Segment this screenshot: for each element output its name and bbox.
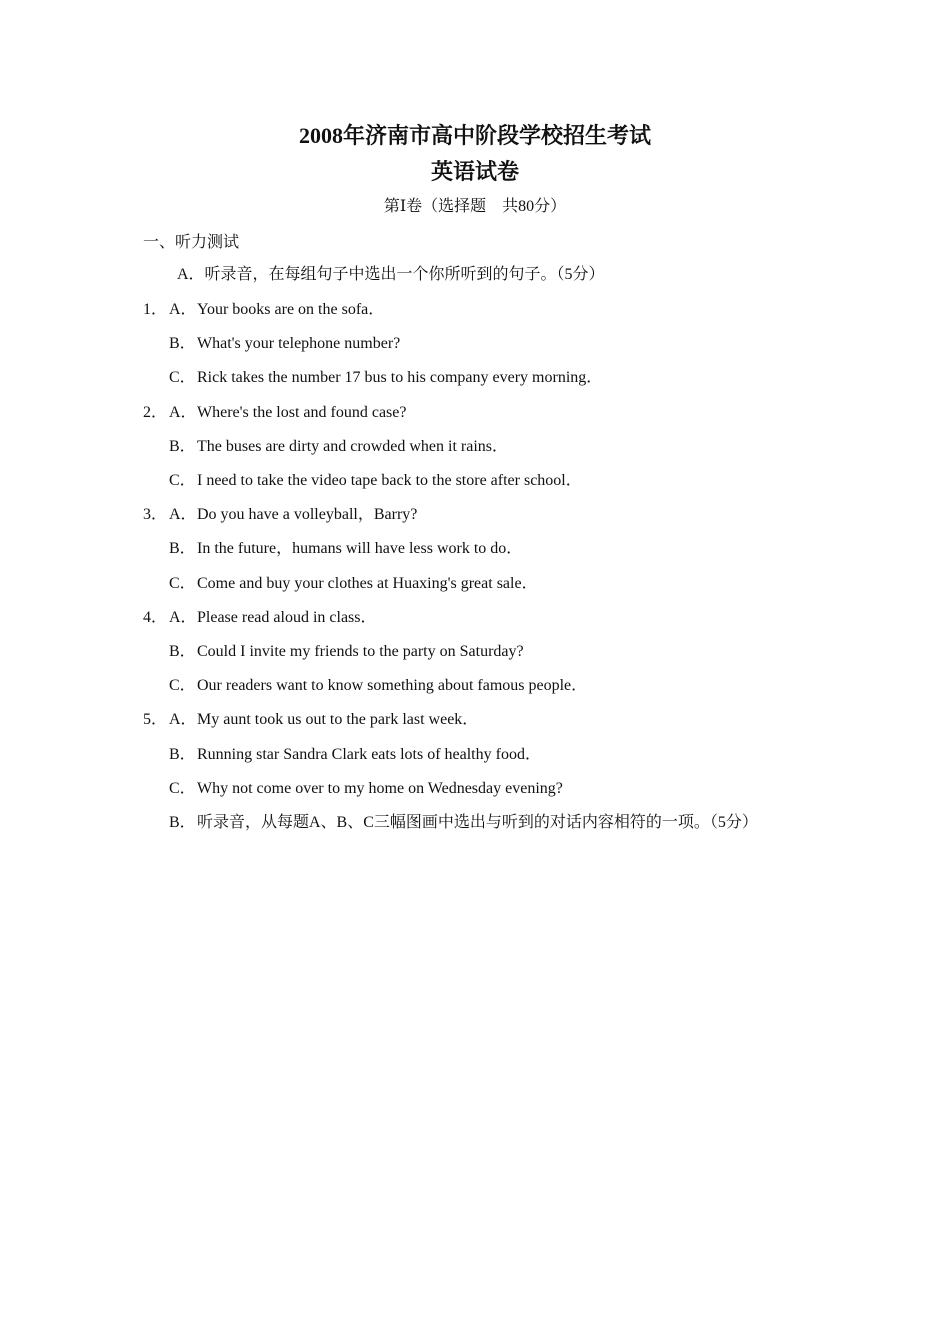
question-number: 4． [143, 609, 168, 626]
option-text: Rick takes the number 17 bus to his company every morning． [197, 369, 603, 386]
option-text: Where's the lost and found case? [197, 404, 407, 421]
option-letter: B． [169, 746, 196, 763]
option-text: Could I invite my friends to the party on Saturday? [197, 643, 524, 660]
option-text: The buses are dirty and crowded when it rains． [197, 438, 509, 455]
option-text: Do you have a volleyball，Barry? [197, 506, 418, 523]
option-letter: C． [169, 575, 196, 592]
exam-title: 2008年济南市高中阶段学校招生考试 [298, 123, 651, 148]
part-a-instruction: A．听录音，在每组句子中选出一个你所听到的句子。（5分） [177, 266, 605, 283]
option-text: In the future，humans will have less work to do． [197, 540, 523, 557]
section-heading-listening: 一、听力测试 [143, 234, 240, 251]
option-letter: B． [169, 335, 196, 352]
part-b-instruction: 听录音，从每题A、B、C三幅图画中选出与听到的对话内容相符的一项。（5分） [197, 814, 758, 831]
option-letter: C． [169, 369, 196, 386]
question-number: 1． [143, 301, 168, 318]
option-text: Why not come over to my home on Wednesday evening? [197, 780, 563, 797]
option-letter: C． [169, 472, 196, 489]
option-text: Our readers want to know something about famous people． [197, 677, 588, 694]
volume-subtitle: 第Ⅰ卷（选择题 共80分） [383, 198, 567, 215]
option-letter: A． [169, 609, 197, 626]
option-text: What's your telephone number? [197, 335, 401, 352]
option-text: My aunt took us out to the park last week． [197, 711, 479, 728]
option-text: Please read aloud in class． [197, 609, 377, 626]
option-letter: A． [169, 301, 197, 318]
question-number: 2． [143, 404, 168, 421]
option-text: Running star Sandra Clark eats lots of healthy food． [197, 746, 541, 763]
exam-subject-title: 英语试卷 [430, 159, 519, 184]
option-letter: A． [169, 404, 197, 421]
part-b-letter: B． [169, 814, 196, 831]
option-text: Your books are on the sofa． [197, 301, 385, 318]
option-letter: B． [169, 438, 196, 455]
option-letter: A． [169, 711, 197, 728]
option-letter: A． [169, 506, 197, 523]
option-letter: C． [169, 677, 196, 694]
question-number: 5． [143, 711, 168, 728]
option-text: Come and buy your clothes at Huaxing's great sale． [197, 575, 538, 592]
question-number: 3． [143, 506, 168, 523]
option-letter: B． [169, 643, 196, 660]
option-letter: C． [169, 780, 196, 797]
option-letter: B． [169, 540, 196, 557]
option-text: I need to take the video tape back to the store after school． [197, 472, 582, 489]
